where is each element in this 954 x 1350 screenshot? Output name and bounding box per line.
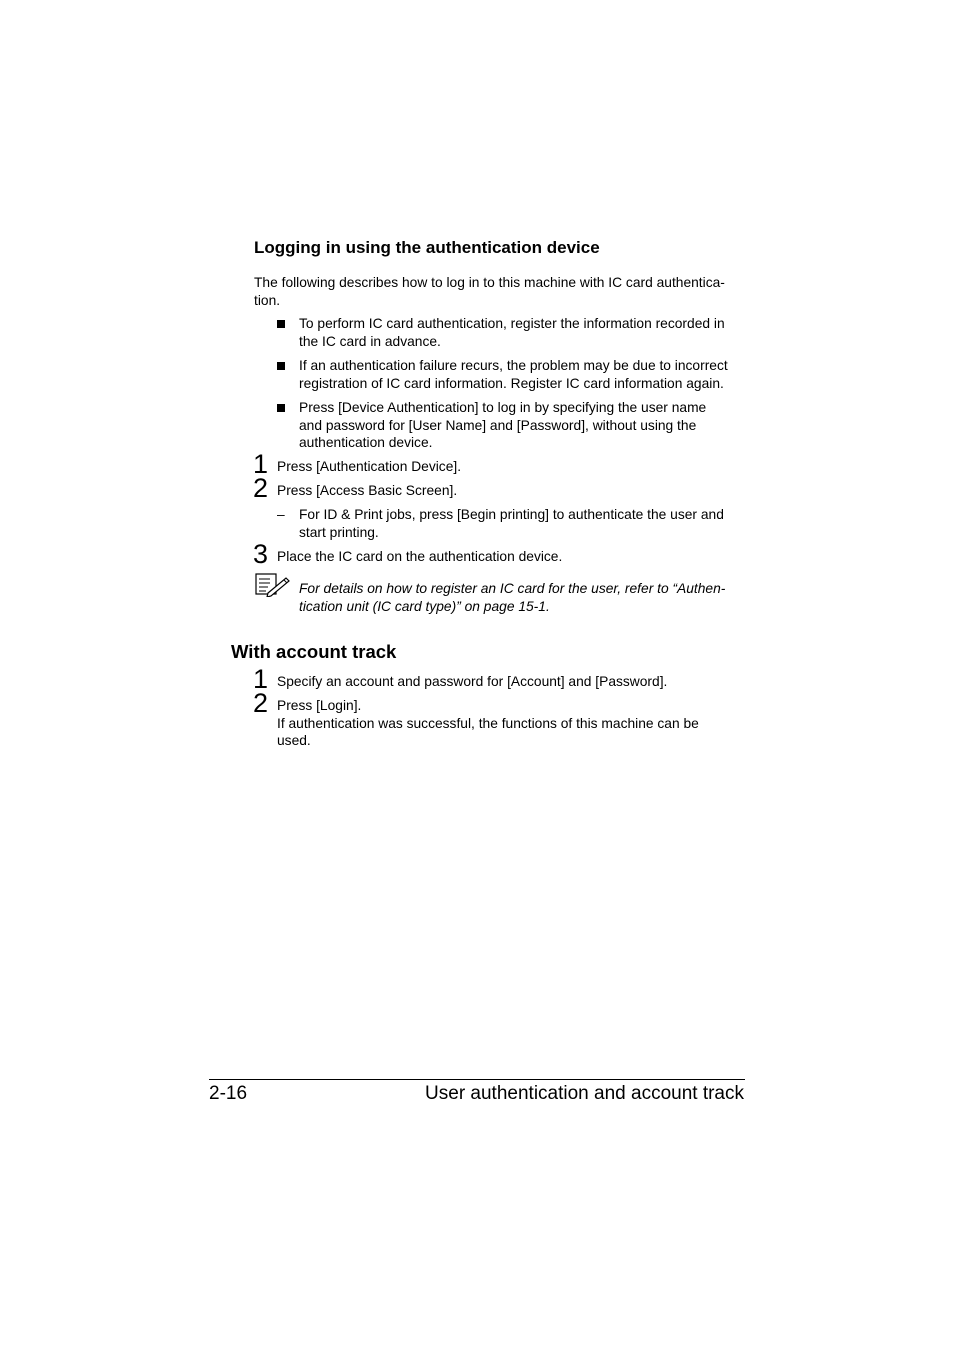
- bullet-line: To perform IC card authentication, register the information recorded in: [299, 316, 725, 331]
- dash-marker: –: [277, 507, 285, 522]
- step-line: Press [Login].: [277, 698, 362, 713]
- section-title: Logging in using the authentication device: [254, 238, 600, 257]
- step-text: [277, 697, 699, 750]
- step-number: 2: [253, 688, 269, 718]
- step-text: Press [Access Basic Screen].: [277, 483, 458, 498]
- bullet-line: If an authentication failure recurs, the problem may be due to incorrect: [299, 358, 728, 373]
- bullet-line: registration of IC card information. Register IC card information again.: [299, 375, 724, 391]
- page-number: 2-16: [209, 1083, 248, 1104]
- intro-line: The following describes how to log in to this machine with IC card authentica-: [254, 275, 725, 290]
- bullet-item: [299, 399, 706, 452]
- step-number: 1: [253, 449, 269, 479]
- bullet-item: [299, 357, 728, 392]
- step-text: Press [Authentication Device].: [277, 459, 462, 474]
- intro-paragraph: [254, 274, 725, 309]
- chapter-title: User authentication and account track: [425, 1083, 744, 1104]
- square-bullet-icon: [277, 362, 285, 370]
- note-line: For details on how to register an IC card for the user, refer to “Authen-: [299, 581, 726, 596]
- bullet-line: and password for [User Name] and [Password], without using the: [299, 417, 697, 433]
- step-number: 1: [253, 664, 269, 694]
- step-number: 3: [253, 539, 269, 569]
- footer-rule: [209, 1079, 745, 1080]
- bullet-line: authentication device.: [299, 435, 433, 450]
- note-line: tication unit (IC card type)” on page 15-1.: [299, 598, 550, 614]
- account-section-title: With account track: [231, 641, 397, 662]
- bullet-line: Press [Device Authentication] to log in by specifying the user name: [299, 400, 707, 415]
- square-bullet-icon: [277, 320, 285, 328]
- substep-line: For ID & Print jobs, press [Begin printing] to authenticate the user and: [299, 507, 724, 522]
- step-line: If authentication was successful, the functions of this machine can be: [277, 715, 699, 731]
- step-line: used.: [277, 733, 311, 748]
- step-line: Specify an account and password for [Account] and [Password].: [277, 674, 668, 689]
- step-text: Place the IC card on the authentication device.: [277, 549, 563, 564]
- substep-text: [299, 506, 724, 541]
- intro-line: tion.: [254, 292, 281, 308]
- bullet-line: the IC card in advance.: [299, 333, 441, 349]
- substep-line: start printing.: [299, 524, 379, 540]
- square-bullet-icon: [277, 404, 285, 412]
- step-number: 2: [253, 473, 269, 503]
- bullet-item: [299, 315, 725, 350]
- step-text: [277, 673, 667, 691]
- note-pencil-icon: [255, 573, 291, 597]
- note-text: [299, 580, 725, 615]
